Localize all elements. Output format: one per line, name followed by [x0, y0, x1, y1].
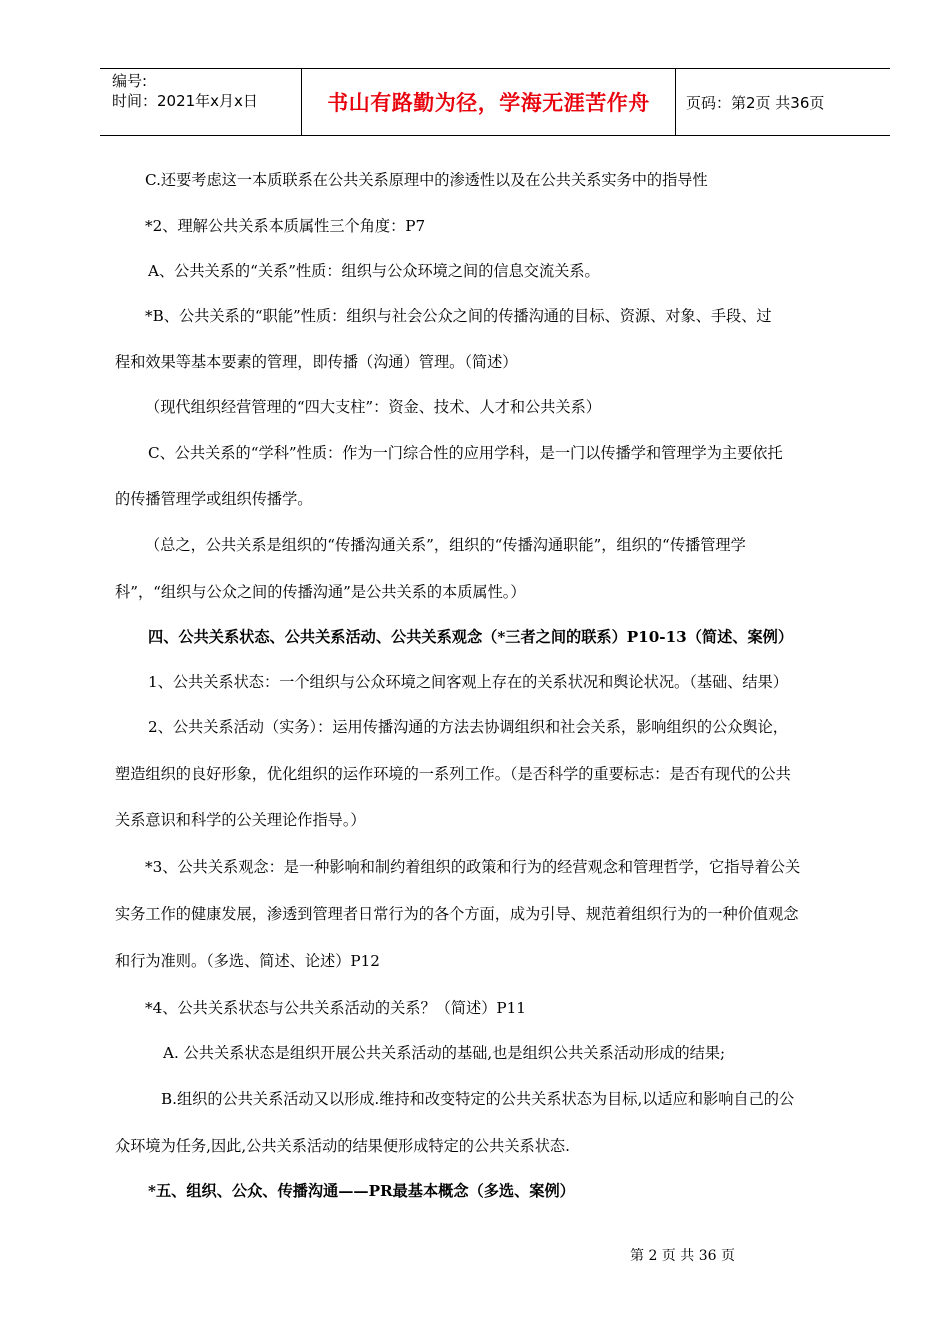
header-page-info: 页码：第2页 共36页	[686, 93, 825, 112]
body-line: 程和效果等基本要素的管理，即传播（沟通）管理。（简述）	[115, 353, 518, 371]
body-line: （总之，公共关系是组织的“传播沟通关系”，组织的“传播沟通职能”，组织的“传播管理学	[145, 536, 746, 554]
body-line: C.还要考虑这一本质联系在公共关系原理中的渗透性以及在公共关系实务中的指导性	[145, 171, 708, 189]
page-header	[100, 68, 890, 136]
number-label: 编号:	[112, 72, 148, 90]
page-footer: 第 2 页 共 36 页	[630, 1248, 735, 1264]
body-line: *3、公共关系观念：是一种影响和制约着组织的政策和行为的经营观念和管理哲学，它指导着公关	[145, 858, 801, 876]
body-line: 实务工作的健康发展，渗透到管理者日常行为的各个方面，成为引导、规范着组织行为的一种价值观念	[115, 905, 799, 923]
section-heading: 四、公共关系状态、公共关系活动、公共关系观念（*三者之间的联系）P10-13（简述、案例）	[148, 628, 794, 646]
body-line: 1、公共关系状态：一个组织与公众环境之间客观上存在的关系状况和舆论状况。（基础、结果）	[148, 673, 788, 691]
body-line: *B、公共关系的“职能”性质：组织与社会公众之间的传播沟通的目标、资源、对象、手段、过	[145, 307, 772, 325]
body-line: B.组织的公共关系活动又以形成.维持和改变特定的公共关系状态为目标,以适应和影响自己的公	[161, 1090, 795, 1108]
body-line: *4、公共关系状态与公共关系活动的关系？（简述）P11	[145, 999, 526, 1017]
time-label: 时间：2021年x月x日	[112, 92, 258, 110]
body-line: 塑造组织的良好形象，优化组织的运作环境的一系列工作。（是否科学的重要标志：是否有现代的公共	[115, 765, 791, 783]
body-line: *2、理解公共关系本质属性三个角度：P7	[145, 217, 426, 235]
body-line: A. 公共关系状态是组织开展公共关系活动的基础,也是组织公共关系活动形成的结果;	[163, 1044, 726, 1062]
body-line: 科”，“组织与公众之间的传播沟通”是公共关系的本质属性。）	[115, 583, 526, 601]
body-line: 众环境为任务,因此,公共关系活动的结果便形成特定的公共关系状态.	[115, 1137, 570, 1155]
section-heading: *五、组织、公众、传播沟通——PR最基本概念（多选、案例）	[148, 1182, 575, 1200]
header-meta	[100, 69, 302, 135]
body-line: 和行为准则。（多选、简述、论述）P12	[115, 952, 380, 970]
header-motto: 书山有路勤为径，学海无涯苦作舟	[302, 69, 676, 135]
body-line: 2、公共关系活动（实务）：运用传播沟通的方法去协调组织和社会关系，影响组织的公众舆论，	[148, 718, 788, 736]
body-line: 的传播管理学或组织传播学。	[115, 490, 313, 508]
body-line: （现代组织经营管理的“四大支柱”：资金、技术、人才和公共关系）	[145, 398, 601, 416]
body-line: A、公共关系的“关系”性质：组织与公众环境之间的信息交流关系。	[148, 262, 600, 280]
body-line: C、公共关系的“学科”性质：作为一门综合性的应用学科，是一门以传播学和管理学为主要依托	[148, 444, 783, 462]
body-line: 关系意识和科学的公关理论作指导。）	[115, 811, 366, 829]
